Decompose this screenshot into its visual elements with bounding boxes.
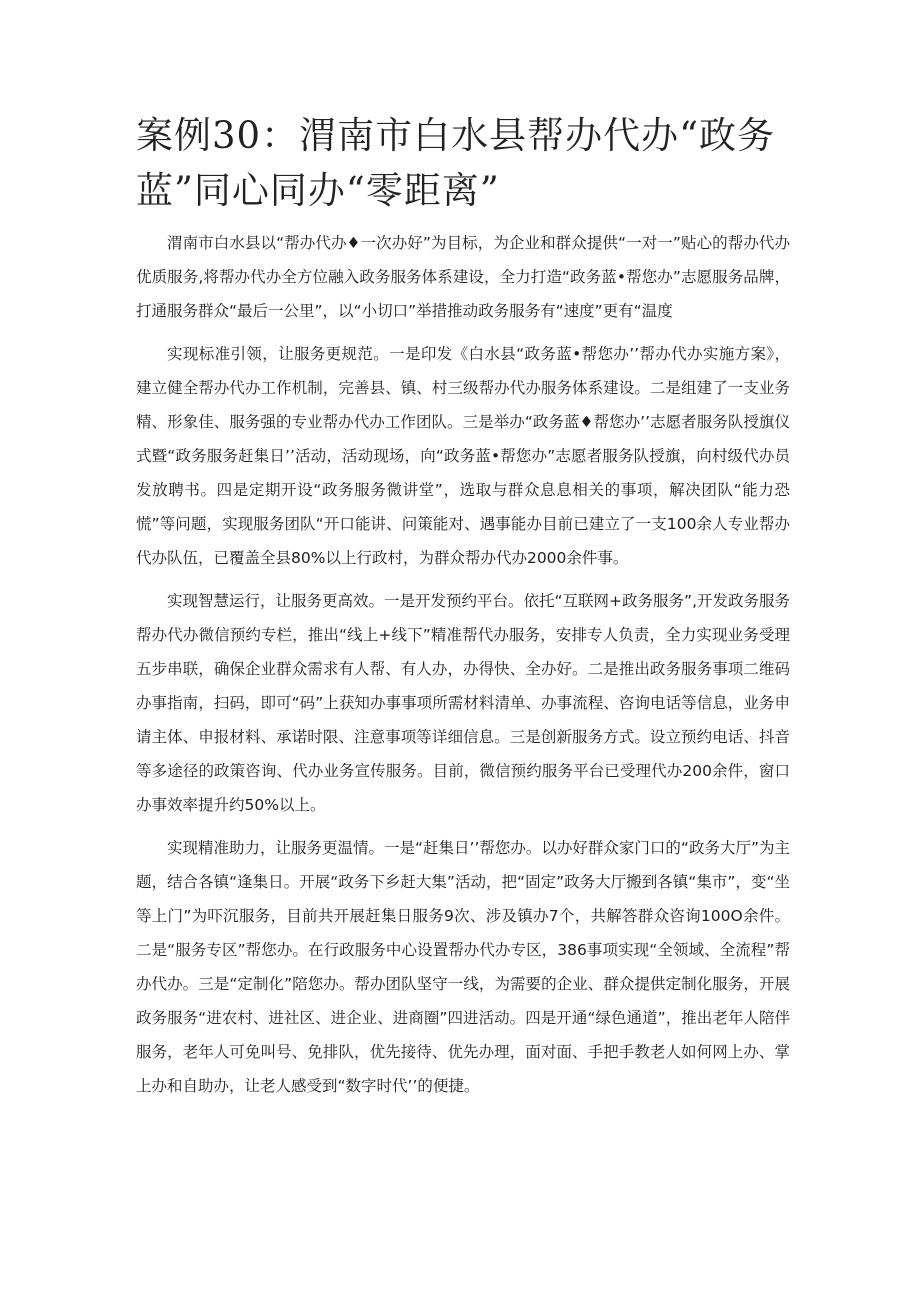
document-body xyxy=(136,226,790,1112)
paragraph-intro: 渭南市白水县以“帮办代办♦一次办好”为目标，为企业和群众提供“一对一”贴心的帮办代办优质服务,将帮办代办全方位融入政务服务体系建设，全力打造“政务蓝•帮您办”志愿服务品牌，打通服务群众“最后一公里”，以“小切口”举措推动政务服务有“速度”更有“温度 xyxy=(136,234,790,320)
paragraph-smart-operation: 实现智慧运行，让服务更高效。一是开发预约平台。依托“互联网+政务服务”,开发政务服务帮办代办微信预约专栏，推出“线上+线下”精准帮代办服务，安排专人负责，全力实现业务受理五步串联，确保企业群众需求有人帮、有人办，办得快、全办好。二是推出政务服务事项二维码办事指南，扫码，即可“码”上获知办事事项所需材料清单、办事流程、咨询电话等信息，业务申请主体、申报材料、承诺时限、注意事项等详细信息。三是创新服务方式。设立预约电话、抖音等多途径的政策咨询、代办业务宣传服务。目前，微信预约服务平台已受理代办200余件，窗口办事效率提升约50%以上。 xyxy=(136,592,790,814)
paragraph-standards: 实现标准引领，让服务更规范。一是印发《白水县“政务蓝•帮您办’’帮办代办实施方案》，建立健全帮办代办工作机制，完善县、镇、村三级帮办代办服务体系建设。二是组建了一支业务精、形象佳、服务强的专业帮办代办工作团队。三是举办“政务蓝♦帮您办’’志愿者服务队授旗仪式暨“政务服务赶集日’’活动，活动现场，向“政务蓝•帮您办”志愿者服务队授旗，向村级代办员发放聘书。四是定期开设“政务服务微讲堂”，选取与群众息息相关的事项，解决团队“能力恐慌”等问题，实现服务团队“开口能讲、问策能对、遇事能办目前已建立了一支100余人专业帮办代办队伍，已覆盖全县80%以上行政村，为群众帮办代办2000余件事。 xyxy=(136,345,790,567)
document-title: 案例30：渭南市白水县帮办代办“政务蓝”同心同办“零距离” xyxy=(136,114,775,212)
paragraph-precise-assistance: 实现精准助力，让服务更温情。一是“赶集日’’帮您办。以办好群众家门口的“政务大厅”为主题，结合各镇“逢集日。开展“政务下乡赶大集”活动，把“固定”政务大厅搬到各镇“集市”，变“坐等上门”为吓沉服务，目前共开展赶集日服务9次、涉及镇办7个，共解答群众咨询100O余件。二是“服务专区”帮您办。在行政服务中心设置帮办代办专区，386事项实现“全领域、全流程”帮办代办。三是“定制化”陪您办。帮办团队坚守一线，为需要的企业、群众提供定制化服务，开展政务服务“进农村、进社区、进企业、进商圈”四进活动。四是开通“绿色通道”，推出老年人陪伴服务，老年人可免叫号、免排队，优先接待、优先办理，面对面、手把手教老人如何网上办、掌上办和自助办，让老人感受到“数字时代’’的便捷。 xyxy=(136,839,790,1095)
